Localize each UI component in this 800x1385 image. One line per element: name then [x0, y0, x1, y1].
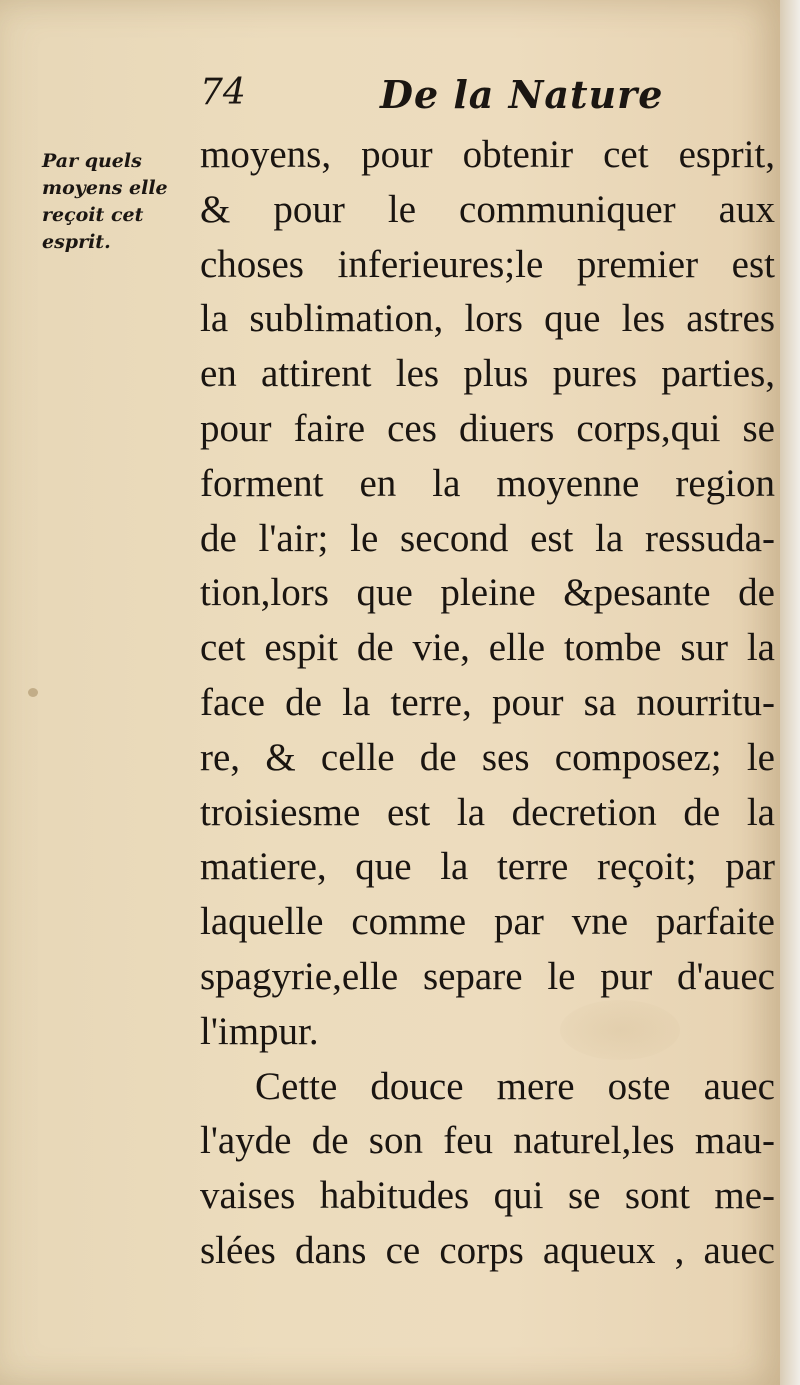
text-line: forment en la moyenne region	[200, 461, 775, 505]
margin-note-line: Par quels	[42, 150, 142, 172]
text-line: choses inferieures;le premier est	[200, 242, 775, 286]
margin-note-line: reçoit cet	[42, 204, 144, 226]
margin-note	[42, 148, 192, 256]
text-line: face de la terre, pour sa nourritu-	[200, 680, 775, 724]
body-text	[200, 128, 775, 1279]
text-line: en attirent les plus pures parties,	[200, 352, 775, 396]
margin-note-line: esprit.	[42, 231, 111, 253]
page-edge	[780, 0, 800, 1385]
page-number: 74	[200, 72, 246, 113]
text-line: Cette douce mere oste auec	[255, 1064, 775, 1108]
margin-note-line: moyens elle	[42, 177, 168, 199]
page-header	[200, 72, 760, 122]
text-line: & pour le communiquer aux	[200, 187, 775, 231]
text-line: pour faire ces diuers corps,qui se	[200, 406, 775, 450]
text-line: re, & celle de ses composez; le	[200, 735, 775, 779]
text-line: troisiesme est la decretion de la	[200, 790, 775, 834]
text-line: spagyrie,elle separe le pur d'auec	[200, 954, 775, 998]
running-head: De la Nature	[380, 72, 664, 117]
text-line: cet espit de vie, elle tombe sur la	[200, 626, 775, 670]
text-line: la sublimation, lors que les astres	[200, 297, 775, 341]
text-line: l'impur.	[200, 1009, 319, 1053]
text-line: de l'air; le second est la ressuda-	[200, 516, 775, 560]
paper-speck	[28, 688, 38, 697]
text-line: slées dans ce corps aqueux , auec	[200, 1228, 775, 1272]
text-line: tion,lors que pleine &pesante de	[200, 571, 775, 615]
text-line: matiere, que la terre reçoit; par	[200, 845, 775, 889]
text-line: vaises habitudes qui se sont me-	[200, 1174, 775, 1218]
text-line: l'ayde de son feu naturel,les mau-	[200, 1119, 775, 1163]
text-line: laquelle comme par vne parfaite	[200, 900, 775, 944]
text-line: moyens, pour obtenir cet esprit,	[200, 133, 775, 176]
paper-stain	[560, 1000, 680, 1060]
